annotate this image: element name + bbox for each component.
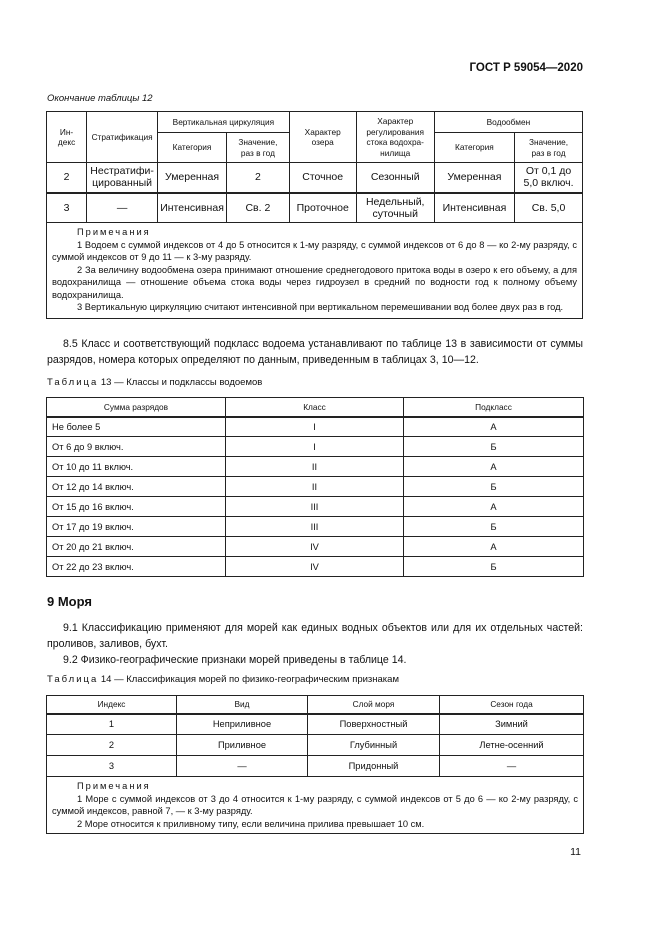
- table-cell: От 10 до 11 включ.: [47, 457, 226, 477]
- note-item: 2 Море относится к приливному типу, если величина прилива превышает 10 см.: [77, 818, 425, 829]
- table-cell: Св. 2: [227, 193, 290, 223]
- paragraph-8-5: [47, 336, 583, 368]
- table-cell: Б: [404, 557, 584, 577]
- table-cell: Придонный: [308, 756, 440, 777]
- table-cell: IV: [226, 537, 404, 557]
- table-cell: Умеренная: [158, 163, 227, 193]
- note-item: 2 За величину водообмена озера принимают отношение среднегодового притока воды в озеро к его объему, а для водохранилища — отношение объема стока воды через гидроузел в средний по водности год к полному объему водохранилища.: [52, 264, 577, 300]
- table-cell: От 12 до 14 включ.: [47, 477, 226, 497]
- table-cell: Сезонный: [356, 163, 434, 193]
- paragraph-9-1: 9.1 Классификацию применяют для морей как единых водных объектов или для их отдельных частей: проливов, заливов, бухт.: [47, 622, 583, 650]
- table-cell: III: [226, 517, 404, 537]
- table-cell: Умеренная: [434, 163, 514, 193]
- table-cell: А: [404, 497, 584, 517]
- table-cell: Св. 5,0: [515, 193, 583, 223]
- table12-notes: [47, 223, 583, 319]
- header-lake-type: Характер озера: [289, 112, 356, 163]
- table-cell: Летне-осенний: [440, 735, 584, 756]
- header-vertical-circulation: Вертикальная циркуляция: [158, 112, 290, 133]
- table-cell: Интенсивная: [434, 193, 514, 223]
- table-cell: Глубинный: [308, 735, 440, 756]
- table-cell: Поверхностный: [308, 714, 440, 735]
- table-cell: От 15 до 16 включ.: [47, 497, 226, 517]
- header-runoff-regulation: Характер регулирования стока водохра- нилища: [356, 112, 434, 163]
- table-cell: II: [226, 457, 404, 477]
- table14-notes: [47, 777, 584, 834]
- table-cell: От 6 до 9 включ.: [47, 437, 226, 457]
- table-cell: Зимний: [440, 714, 584, 735]
- header-class: Класс: [226, 398, 404, 417]
- table14-caption: Таблица 14 — Классификация морей по физико-географическим признакам: [47, 674, 399, 685]
- table-cell: Недельный, суточный: [356, 193, 434, 223]
- table-cell: I: [226, 437, 404, 457]
- table-14: [46, 695, 584, 834]
- header-index: Индекс: [47, 696, 177, 714]
- notes-heading: Примечания: [77, 781, 151, 791]
- table-cell: 1: [47, 714, 177, 735]
- header-sea-layer: Слой моря: [308, 696, 440, 714]
- header-index: Ин- декс: [47, 112, 87, 163]
- paragraph-9-2: 9.2 Физико-географические признаки морей приведены в таблице 14.: [63, 654, 407, 666]
- table-12: [46, 111, 583, 319]
- table-cell: Интенсивная: [158, 193, 227, 223]
- header-water-exchange: Водообмен: [434, 112, 582, 133]
- table-cell: Приливное: [177, 735, 308, 756]
- table-cell: —: [440, 756, 584, 777]
- note-item: 1 Море с суммой индексов от 3 до 4 относится к 1-му разряду, с суммой индексов от 5 до 6 — ко 2-му разряду, с суммой индексов, равной 7, — к 3-му разряду.: [52, 793, 578, 816]
- table-cell: —: [87, 193, 158, 223]
- table-cell: III: [226, 497, 404, 517]
- table-cell: От 0,1 до 5,0 включ.: [515, 163, 583, 193]
- table-cell: —: [177, 756, 308, 777]
- table-cell: 2: [47, 735, 177, 756]
- header-vert-category: Категория: [158, 133, 227, 163]
- table-cell: А: [404, 417, 584, 437]
- table12-caption: Окончание таблицы 12: [47, 93, 153, 104]
- table-cell: От 17 до 19 включ.: [47, 517, 226, 537]
- table-cell: Б: [404, 477, 584, 497]
- table-cell: 2: [47, 163, 87, 193]
- table-cell: 3: [47, 756, 177, 777]
- table-cell: II: [226, 477, 404, 497]
- header-subclass: Подкласс: [404, 398, 584, 417]
- table-cell: 3: [47, 193, 87, 223]
- header-vert-value: Значение, раз в год: [227, 133, 290, 163]
- table-cell: От 20 до 21 включ.: [47, 537, 226, 557]
- table-cell: Проточное: [289, 193, 356, 223]
- table-cell: Неприливное: [177, 714, 308, 735]
- document-code: ГОСТ Р 59054—2020: [469, 62, 583, 74]
- section-9-title: 9 Моря: [47, 594, 92, 609]
- header-stratification: Стратификация: [87, 112, 158, 163]
- note-item: 1 Водоем с суммой индексов от 4 до 5 относится к 1-му разряду, с суммой индексов от 6 до 8 — ко 2-му разряду, с суммой индексов от 9 до 11 — к 3-му разряду.: [52, 239, 577, 262]
- page-number: 11: [570, 846, 581, 858]
- header-rank-sum: Сумма разрядов: [47, 398, 226, 417]
- table-cell: Сточное: [289, 163, 356, 193]
- table-cell: А: [404, 457, 584, 477]
- table-cell: Не более 5: [47, 417, 226, 437]
- header-season: Сезон года: [440, 696, 584, 714]
- table-cell: 2: [227, 163, 290, 193]
- table-cell: IV: [226, 557, 404, 577]
- header-exchange-category: Категория: [434, 133, 514, 163]
- section-9-body: [47, 620, 583, 668]
- table-cell: I: [226, 417, 404, 437]
- table-cell: Б: [404, 517, 584, 537]
- table-cell: От 22 до 23 включ.: [47, 557, 226, 577]
- header-type: Вид: [177, 696, 308, 714]
- header-exchange-value: Значение, раз в год: [515, 133, 583, 163]
- table-cell: А: [404, 537, 584, 557]
- table13-caption: Таблица 13 — Классы и подклассы водоемов: [47, 377, 263, 388]
- table-cell: Нестратифи- цированный: [87, 163, 158, 193]
- notes-heading: Примечания: [77, 227, 151, 237]
- note-item: 3 Вертикальную циркуляцию считают интенсивной при вертикальном перемешивании вод более двух раз в год.: [77, 302, 564, 312]
- paragraph-text: 8.5 Класс и соответствующий подкласс водоема устанавливают по таблице 13 в зависимости от суммы разрядов, номера которых определяют по данным, приведенным в таблицах 3, 10—12.: [47, 338, 583, 366]
- table-13: [46, 397, 584, 577]
- table-cell: Б: [404, 437, 584, 457]
